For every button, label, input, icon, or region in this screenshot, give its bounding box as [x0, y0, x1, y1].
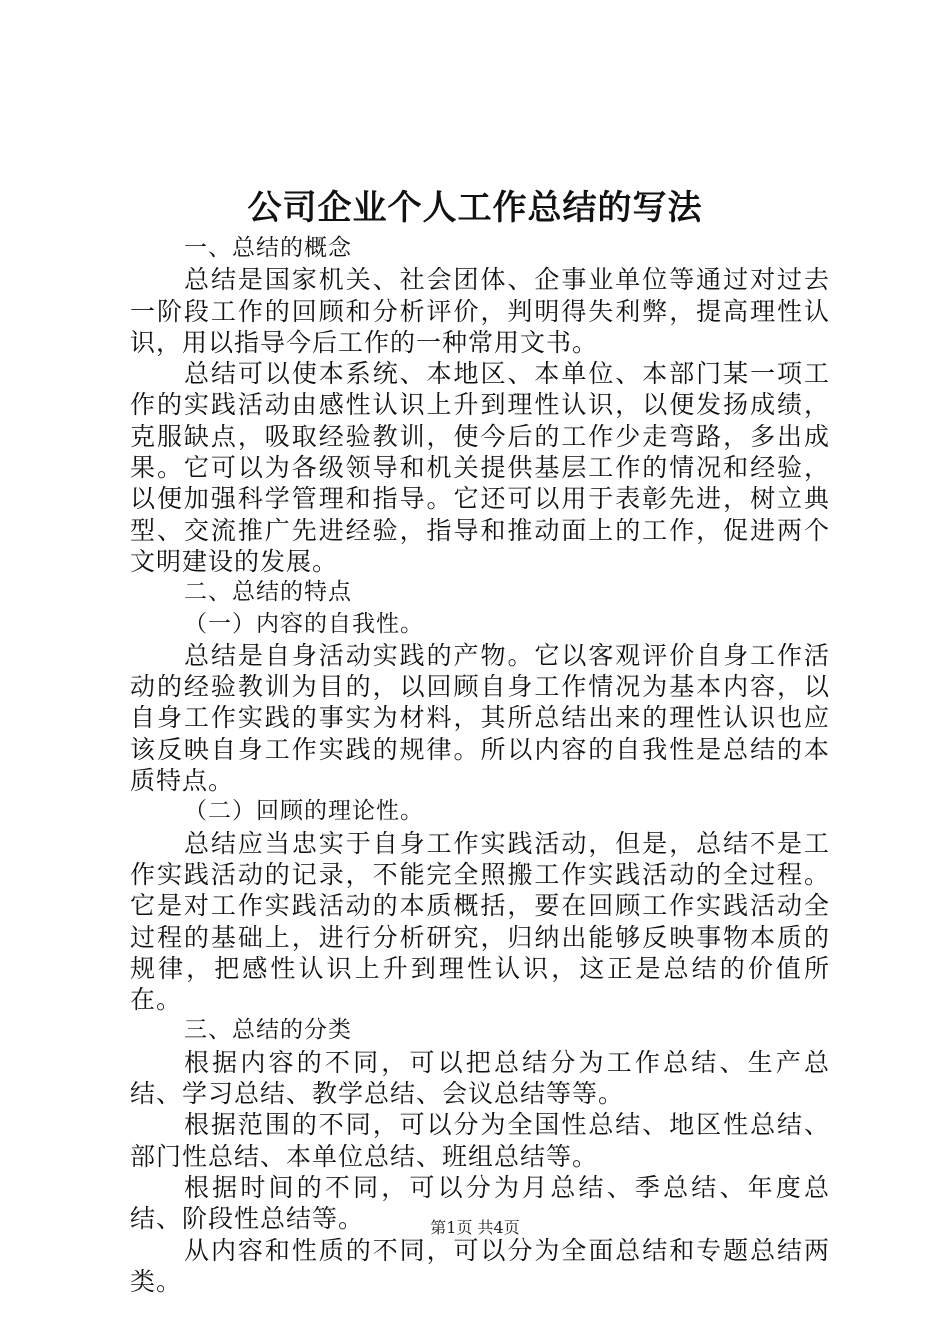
section-heading: 三、总结的分类	[184, 1017, 352, 1044]
section-heading: 一、总结的概念	[184, 235, 352, 261]
paragraph: 总结是国家机关、社会团体、企事业单位等通过对过去一阶段工作的回顾和分析评价，判明得失利弊，提高理性认识，用以指导今后工作的一种常用文书。	[130, 265, 830, 357]
page-number-footer: 第1页 共4页	[430, 1218, 520, 1237]
paragraph: 根据内容的不同，可以把总结分为工作总结、生产总结、学习总结、教学总结、会议总结等等。	[130, 1047, 830, 1109]
subsection-heading: （一）内容的自我性。	[184, 610, 424, 637]
subsection-heading: （二）回顾的理论性。	[184, 798, 424, 825]
paragraph: 根据时间的不同，可以分为月总结、季总结、年度总结、阶段性总结等。	[130, 1172, 830, 1234]
document-body	[130, 233, 830, 1297]
paragraph: 总结可以使本系统、本地区、本单位、本部门某一项工作的实践活动由感性认识上升到理性认识，以便发扬成绩，克服缺点，吸取经验教训，使今后的工作少走弯路，多出成果。它可以为各级领导和机关提供基层工作的情况和经验，以便加强科学管理和指导。它还可以用于表彰先进，树立典型、交流推广先进经验，指导和推动面上的工作，促进两个文明建设的发展。	[130, 359, 830, 576]
section-heading: 二、总结的特点	[184, 579, 352, 606]
paragraph: 总结是自身活动实践的产物。它以客观评价自身工作活动的经验教训为目的，以回顾自身工作情况为基本内容，以自身工作实践的事实为材料，其所总结出来的理性认识也应该反映自身工作实践的规律。所以内容的自我性是总结的本质特点。	[130, 640, 830, 796]
document-title: 公司企业个人工作总结的写法	[247, 188, 703, 228]
paragraph: 总结应当忠实于自身工作实践活动，但是，总结不是工作实践活动的记录，不能完全照搬工作实践活动的全过程。它是对工作实践活动的本质概括，要在回顾工作实践活动全过程的基础上，进行分析研究，归纳出能够反映事物本质的规律，把感性认识上升到理性认识，这正是总结的价值所在。	[130, 828, 830, 1015]
paragraph: 根据范围的不同，可以分为全国性总结、地区性总结、部门性总结、本单位总结、班组总结等。	[130, 1110, 830, 1171]
paragraph: 从内容和性质的不同，可以分为全面总结和专题总结两类。	[130, 1235, 830, 1296]
